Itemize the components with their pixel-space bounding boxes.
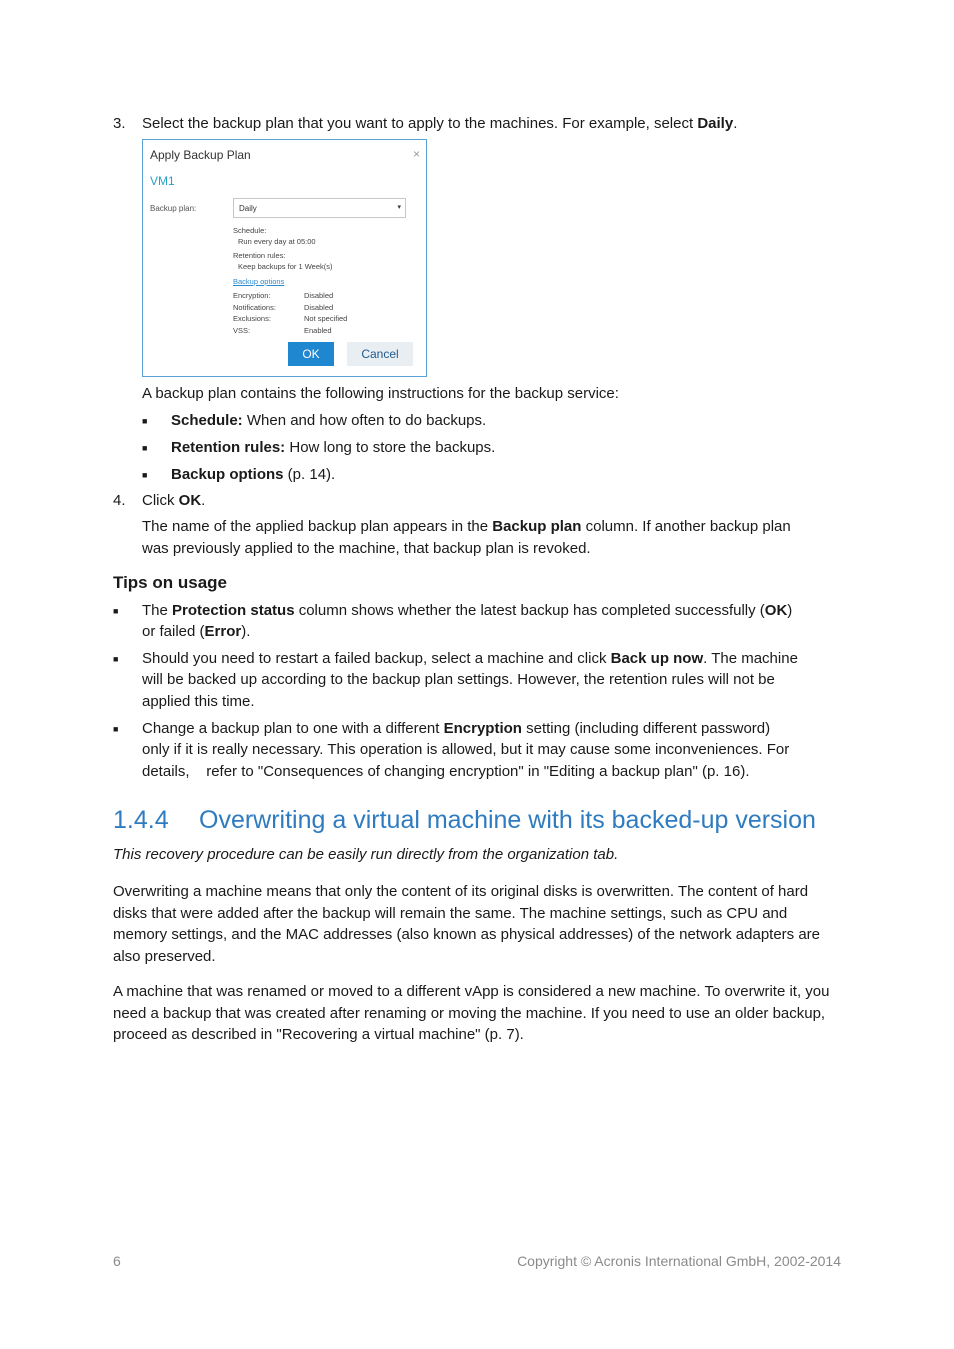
list-item [171, 411, 486, 431]
text-part: ) [787, 602, 793, 619]
plan-intro: A backup plan contains the following instructions for the backup service: [142, 385, 619, 402]
text-bold: Protection status [172, 602, 295, 619]
apply-backup-plan-dialog [142, 139, 427, 377]
list-item [171, 465, 335, 485]
text-part: The name of the applied backup plan appears in the [142, 518, 493, 535]
list-item-bold: Retention rules: [171, 439, 286, 456]
cancel-button[interactable]: Cancel [347, 342, 413, 366]
option-value: Disabled [304, 291, 334, 300]
text-bold: OK [764, 602, 788, 619]
step-text [142, 114, 737, 134]
text-part: ). [241, 623, 251, 640]
list-item-text: How long to store the backups. [285, 439, 496, 456]
close-icon[interactable]: × [412, 147, 420, 161]
section-heading [113, 803, 816, 837]
tip-line: will be backed up according to the backup plan settings. However, the retention rules will not be [142, 671, 775, 688]
tip-line [142, 601, 792, 621]
option-label: Exclusions: [233, 314, 271, 323]
list-item-text: (p. 14). [283, 466, 336, 483]
step-text-bold: OK [178, 492, 202, 509]
text-bold: Back up now [610, 650, 704, 667]
text-bold: Backup plan [492, 518, 582, 535]
list-item-text: When and how often to do backups. [242, 412, 487, 429]
text-part: . The machine [703, 650, 798, 667]
tip-line: only if it is really necessary. This operation is allowed, but it may cause some inconveniences. For [142, 741, 790, 758]
paragraph: Overwriting a machine means that only the content of its original disks is overwritten. The content of hard disks that were added after the backup will remain the same. The machine settings, such as CPU and memory settings, and the MAC addresses (also known as physical addresses) of the network adapters are also preserved. [113, 883, 821, 965]
step-number: 4. [113, 492, 126, 509]
step-text [142, 491, 205, 511]
text-part: or failed ( [142, 623, 205, 640]
section-intro: This recovery procedure can be easily run directly from the organization tab. [113, 846, 619, 863]
option-value: Not specified [304, 314, 348, 323]
step-text-part: . [733, 115, 738, 132]
backup-plan-value: Daily [239, 204, 257, 213]
chevron-down-icon: ▾ [397, 204, 401, 211]
tip-line: details, refer to "Consequences of changing encryption" in "Editing a backup plan" (p. 16). [142, 763, 750, 780]
retention-value: Keep backups for 1 Week(s) [238, 262, 333, 271]
backup-plan-label: Backup plan: [150, 204, 197, 213]
vm-name: VM1 [150, 174, 175, 188]
option-value: Enabled [304, 326, 332, 335]
step-number: 3. [113, 115, 126, 132]
dialog-title: Apply Backup Plan [150, 148, 251, 162]
option-label: Encryption: [233, 291, 271, 300]
backup-options-link[interactable]: Backup options [233, 277, 285, 286]
section-title: Overwriting a virtual machine with its backed-up version [199, 806, 816, 834]
page-number: 6 [113, 1253, 121, 1269]
text-part: The [142, 602, 173, 619]
step-text-part: Select the backup plan that you want to apply to the machines. For example, select [142, 115, 698, 132]
text-bold: Error [204, 623, 242, 640]
paragraph: A machine that was renamed or moved to a different vApp is considered a new machine. To overwrite it, you need a backup that was created after renaming or moving the machine. If you need to use an older backup, proceed as described in "Recovering a virtual machine" (p. 7). [113, 983, 830, 1043]
retention-label: Retention rules: [233, 251, 286, 260]
schedule-label: Schedule: [233, 226, 267, 235]
copyright: Copyright © Acronis International GmbH, 2002-2014 [517, 1253, 841, 1269]
bullet-icon: ■ [113, 724, 119, 734]
bullet-icon: ■ [142, 443, 148, 453]
tip-line [142, 622, 250, 642]
step-description [142, 517, 791, 537]
list-item-bold: Backup options [171, 466, 284, 483]
bullet-icon: ■ [113, 606, 119, 616]
schedule-value: Run every day at 05:00 [238, 237, 316, 246]
step-text-part: . [201, 492, 206, 509]
option-label: Notifications: [233, 303, 276, 312]
step-description: was previously applied to the machine, that backup plan is revoked. [142, 540, 591, 557]
bullet-icon: ■ [142, 416, 148, 426]
section-number: 1.4.4 [113, 806, 169, 834]
step-text-part: Click [142, 492, 179, 509]
bullet-icon: ■ [142, 470, 148, 480]
list-item [171, 438, 495, 458]
option-value: Disabled [304, 303, 334, 312]
tip-line [142, 649, 798, 669]
tips-heading: Tips on usage [113, 573, 227, 592]
text-bold: Encryption [443, 720, 522, 737]
tip-line: applied this time. [142, 693, 255, 710]
list-item-bold: Schedule: [171, 412, 243, 429]
text-part: column. If another backup plan [581, 518, 791, 535]
text-part: Change a backup plan to one with a different [142, 720, 444, 737]
option-label: VSS: [233, 326, 251, 335]
bullet-icon: ■ [113, 654, 119, 664]
ok-button[interactable]: OK [288, 342, 334, 366]
text-part: column shows whether the latest backup has completed successfully ( [294, 602, 765, 619]
tip-line [142, 719, 770, 739]
backup-plan-select[interactable] [233, 198, 406, 218]
step-text-bold: Daily [697, 115, 734, 132]
text-part: Should you need to restart a failed backup, select a machine and click [142, 650, 611, 667]
text-part: setting (including different password) [521, 720, 771, 737]
